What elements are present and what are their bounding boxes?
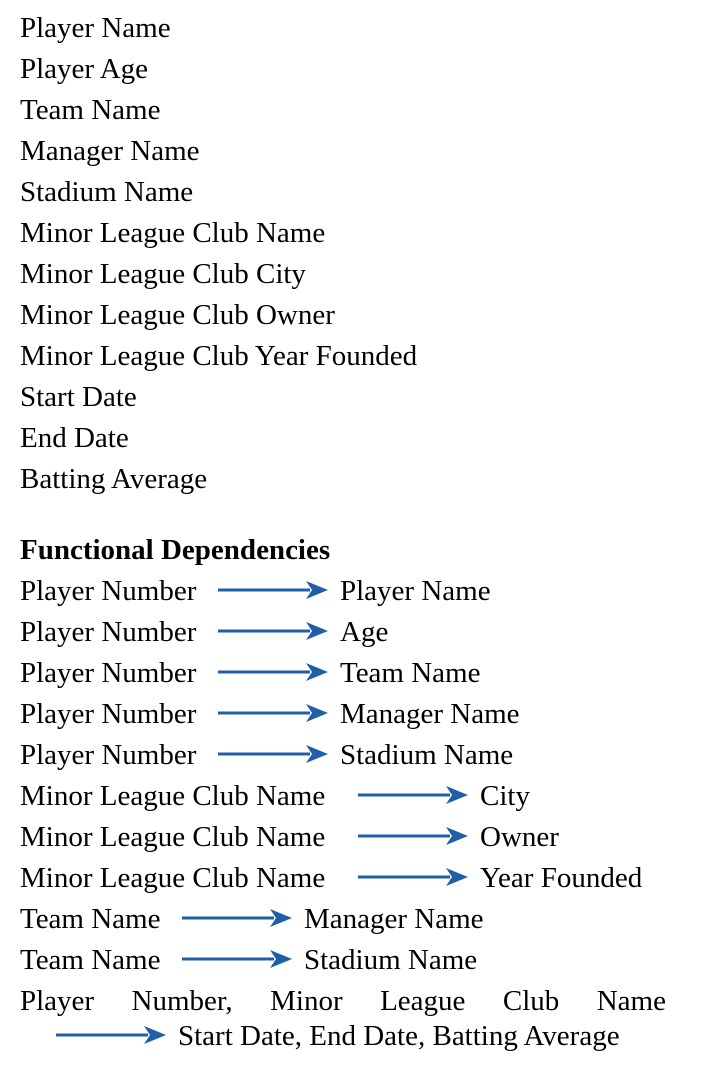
dependency-rhs: Year Founded [480, 862, 643, 894]
attribute-minor-league-club-name: Minor League Club Name [20, 217, 326, 249]
dependency-row [20, 737, 692, 773]
dependency-rhs: Player Name [340, 575, 491, 607]
dependency-row [20, 942, 692, 978]
dependency-row [20, 778, 692, 814]
dependency-rhs: Manager Name [304, 903, 484, 935]
dependency-lhs: Minor League Club Name [20, 780, 326, 812]
dependency-lhs: Player Number [20, 698, 197, 730]
right-arrow-icon [358, 778, 470, 814]
attribute-batting-average: Batting Average [20, 463, 208, 495]
dependency-row [20, 573, 692, 609]
attribute-minor-league-club-city: Minor League Club City [20, 258, 306, 290]
composite-lhs-word: Name [596, 985, 666, 1017]
right-arrow-icon [182, 901, 294, 937]
dependency-row [20, 819, 692, 855]
right-arrow-icon [218, 573, 330, 609]
attribute-stadium-name: Stadium Name [20, 176, 194, 208]
dependency-row [20, 696, 692, 732]
composite-lhs-word: Player [20, 985, 95, 1017]
attribute-player-age: Player Age [20, 53, 149, 85]
attribute-team-name: Team Name [20, 94, 161, 126]
dependency-lhs: Team Name [20, 903, 161, 935]
dependency-lhs: Player Number [20, 616, 197, 648]
dependency-rhs: Team Name [340, 657, 481, 689]
right-arrow-icon [218, 696, 330, 732]
dependency-lhs: Player Number [20, 657, 197, 689]
dependency-lhs: Minor League Club Name [20, 821, 326, 853]
attribute-manager-name: Manager Name [20, 135, 200, 167]
dependency-rhs: Stadium Name [340, 739, 514, 771]
dependency-rhs: City [480, 780, 530, 812]
right-arrow-icon [358, 819, 470, 855]
composite-dependency-lhs [20, 983, 666, 1019]
right-arrow-icon [358, 860, 470, 896]
composite-dependency-rhs-row [20, 1018, 692, 1054]
dependency-lhs: Minor League Club Name [20, 862, 326, 894]
right-arrow-icon [182, 942, 294, 978]
attribute-minor-league-club-year-founded: Minor League Club Year Founded [20, 340, 418, 372]
dependency-rhs: Stadium Name [304, 944, 478, 976]
right-arrow-icon [218, 655, 330, 691]
composite-lhs-word: League [380, 985, 466, 1017]
composite-lhs-word: Number, [131, 985, 233, 1017]
composite-lhs-word: Club [502, 985, 560, 1017]
dependency-rhs: Manager Name [340, 698, 520, 730]
attribute-minor-league-club-owner: Minor League Club Owner [20, 299, 335, 331]
composite-dependency-rhs: Start Date, End Date, Batting Average [178, 1020, 620, 1052]
dependency-rhs: Owner [480, 821, 559, 853]
composite-lhs-word: Minor [270, 985, 343, 1017]
dependency-row [20, 901, 692, 937]
dependency-row [20, 614, 692, 650]
right-arrow-icon [218, 614, 330, 650]
dependency-row [20, 860, 692, 896]
attribute-player-name: Player Name [20, 12, 171, 44]
dependency-lhs: Player Number [20, 739, 197, 771]
functional-dependencies-heading: Functional Dependencies [20, 534, 331, 566]
attribute-start-date: Start Date [20, 381, 137, 413]
dependency-row [20, 655, 692, 691]
dependency-lhs: Team Name [20, 944, 161, 976]
dependency-lhs: Player Number [20, 575, 197, 607]
right-arrow-icon [218, 737, 330, 773]
dependency-rhs: Age [340, 616, 389, 648]
attribute-end-date: End Date [20, 422, 129, 454]
right-arrow-icon [56, 1018, 168, 1054]
